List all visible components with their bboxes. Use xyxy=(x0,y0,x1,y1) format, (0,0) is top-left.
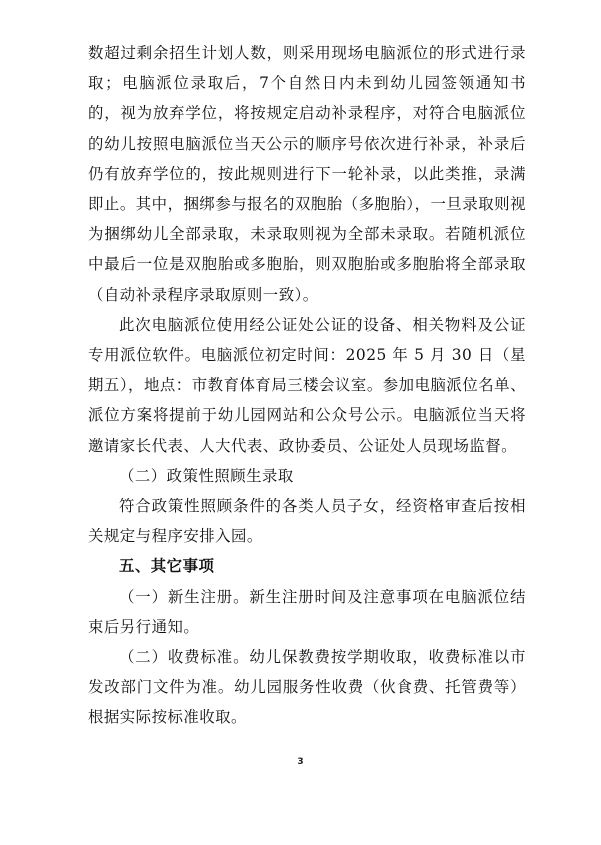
subheading-policy-care: （二）政策性照顾生录取 xyxy=(119,466,294,485)
document-page xyxy=(88,38,526,733)
paragraph-admission-rules-continued: 数超过剩余招生计划人数，则采用现场电脑派位的形式进行录取；电脑派位录取后，7个自然日内未到幼儿园签领通知书的，视为放弃学位，将按规定启动补录程序，对符合电脑派位的幼儿按照电脑派位当天公示的顺序号依次进行补录，补录后仍有放弃学位的，按此规则进行下一轮补录，以此类推，录满即止。其中，捆绑参与报名的双胞胎（多胞胎），一旦录取则视为捆绑幼儿全部录取，未录取则视为全部未录取。若随机派位中最后一位是双胞胎或多胞胎，则双胞胎或多胞胎将全部录取（自动补录程序录取原则一致）。 xyxy=(88,44,526,304)
paragraph-policy-care: 符合政策性照顾条件的各类人员子女，经资格审查后按相关规定与程序安排入园。 xyxy=(88,497,526,546)
paragraph-computer-allocation-details: 此次电脑派位使用经公证处公证的设备、相关物料及公证专用派位软件。电脑派位初定时间：2025 年 5 月 30 日（星期五），地点：市教育体育局三楼会议室。参加电脑派位名单、派位方案将提前于幼儿园网站和公众号公示。电脑派位当天将邀请家长代表、人大代表、政协委员、公证处人员现场监督。 xyxy=(88,315,526,455)
section-heading-other-matters: 五、其它事项 xyxy=(119,557,215,576)
page-number: 3 xyxy=(297,757,304,767)
paragraph-new-student-registration: （一）新生注册。新生注册时间及注意事项在电脑派位结束后另行通知。 xyxy=(88,587,526,636)
paragraph-fee-standards: （二）收费标准。幼儿保教费按学期收取，收费标准以市发改部门文件为准。幼儿园服务性收费（伙食费、托管费等）根据实际按标准收取。 xyxy=(88,648,526,727)
